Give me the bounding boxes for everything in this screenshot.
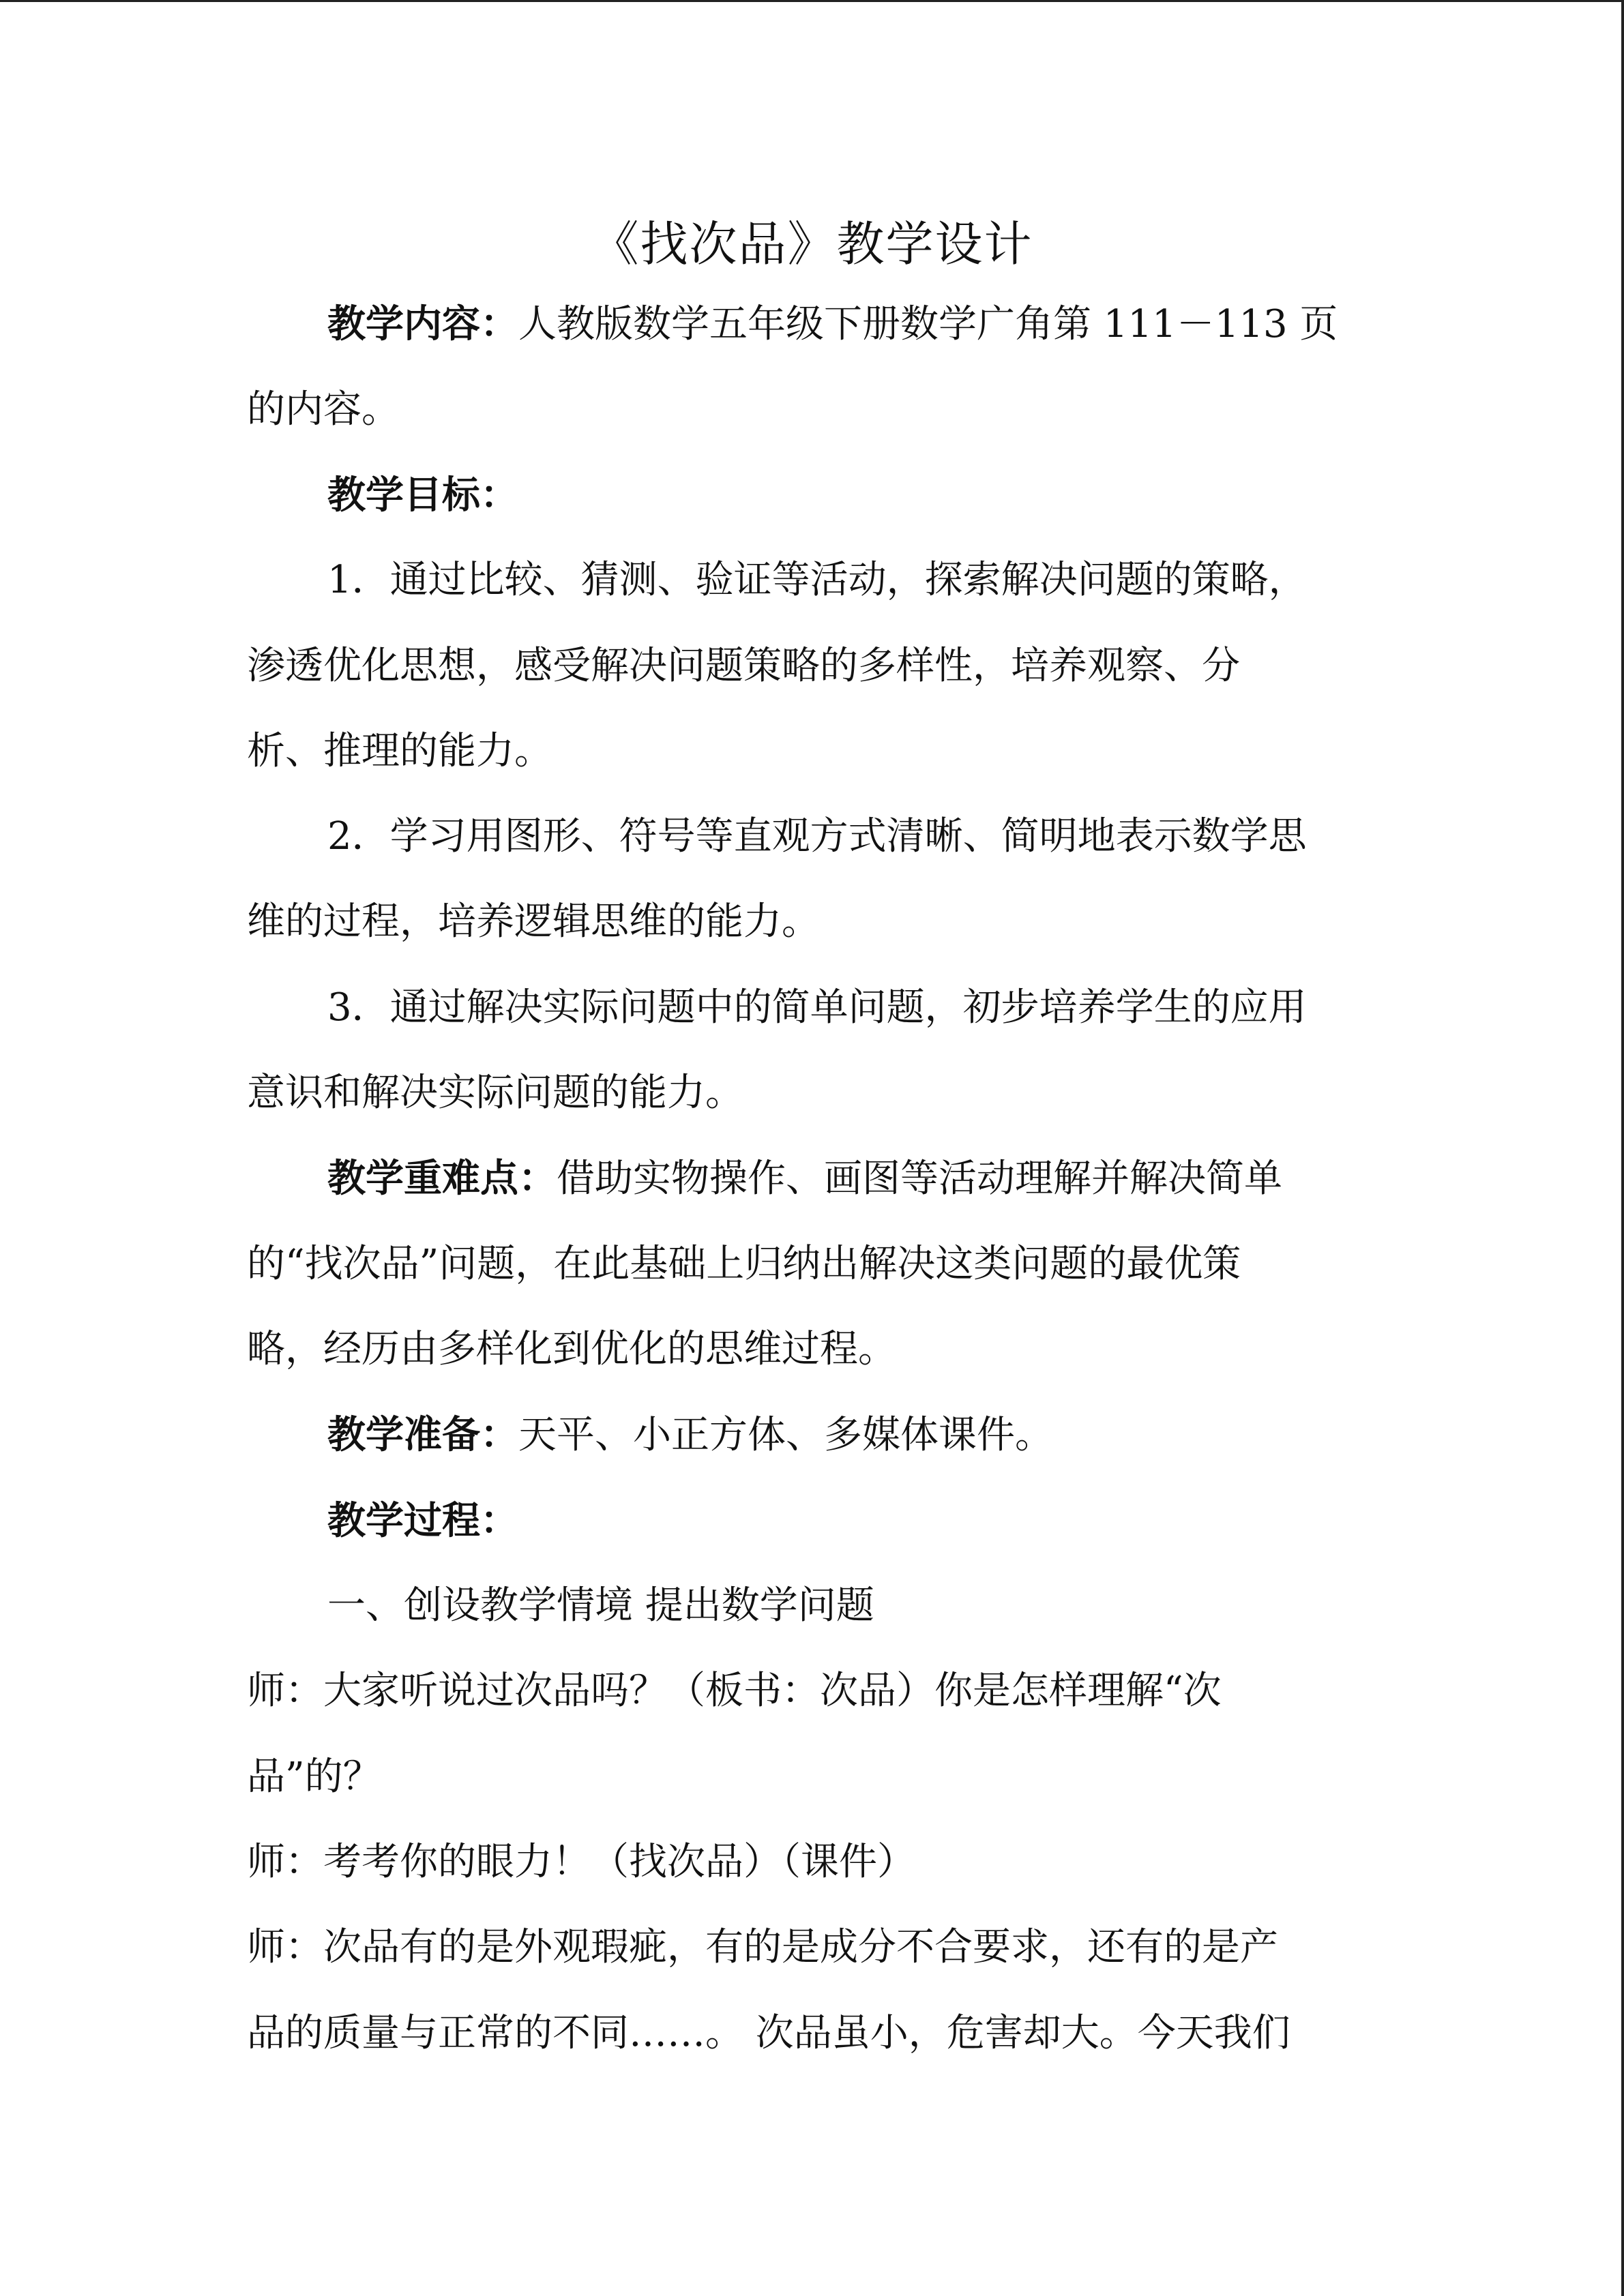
key-text-line-2: 的“找次品”问题，在此基础上归纳出解决这类问题的最优策 bbox=[247, 1242, 1241, 1286]
prep-text: 天平、小正方体、多媒体课件。 bbox=[518, 1413, 1053, 1457]
process-heading: 教学过程： bbox=[327, 1498, 518, 1543]
dialogue-line: 师：大家听说过次品吗？（板书：次品）你是怎样理解“次 bbox=[247, 1669, 1222, 1713]
key-text: 借助实物操作、画图等活动理解并解决简单 bbox=[557, 1157, 1282, 1201]
dialogue-line: 品”的？ bbox=[247, 1755, 381, 1799]
content-text-cont: 的内容。 bbox=[247, 387, 400, 432]
content-text: 人教版数学五年级下册数学广角第 111－113 页 bbox=[518, 302, 1338, 346]
goal-1-line-2: 渗透优化思想，感受解决问题策略的多样性，培养观察、分 bbox=[247, 644, 1240, 688]
content-heading: 教学内容： bbox=[327, 301, 518, 346]
goal-2-line-1: 2．学习用图形、符号等直观方式清晰、简明地表示数学思 bbox=[327, 814, 1307, 859]
prep-paragraph bbox=[327, 1411, 1053, 1459]
key-heading: 教学重难点： bbox=[327, 1156, 557, 1201]
page-top-border bbox=[0, 0, 1624, 2]
key-paragraph bbox=[327, 1154, 1282, 1203]
goal-3-line-1: 3．通过解决实际问题中的简单问题，初步培养学生的应用 bbox=[327, 985, 1307, 1030]
document-title: 《找次品》教学设计 bbox=[591, 216, 1033, 272]
goal-1-line-3: 析、推理的能力。 bbox=[247, 729, 552, 773]
page-right-border bbox=[1621, 0, 1624, 2296]
goal-2-line-2: 维的过程，培养逻辑思维的能力。 bbox=[247, 899, 820, 944]
key-text-line-3: 略，经历由多样化到优化的思维过程。 bbox=[247, 1327, 896, 1371]
goals-heading: 教学目标： bbox=[327, 473, 518, 518]
goal-3-line-2: 意识和解决实际问题的能力。 bbox=[247, 1071, 743, 1115]
prep-heading: 教学准备： bbox=[327, 1412, 518, 1457]
content-paragraph bbox=[327, 300, 1338, 348]
dialogue-line: 品的质量与正常的不同……。 次品虽小，危害却大。今天我们 bbox=[247, 2011, 1290, 2055]
goal-1-line-1: 1．通过比较、猜测、验证等活动，探索解决问题的策略， bbox=[327, 558, 1307, 602]
dialogue-line: 师：次品有的是外观瑕疵，有的是成分不合要求，还有的是产 bbox=[247, 1925, 1278, 1969]
section-1-heading: 一、创设教学情境 提出数学问题 bbox=[327, 1583, 874, 1628]
dialogue-line: 师：考考你的眼力！（找次品）（课件） bbox=[247, 1840, 915, 1884]
